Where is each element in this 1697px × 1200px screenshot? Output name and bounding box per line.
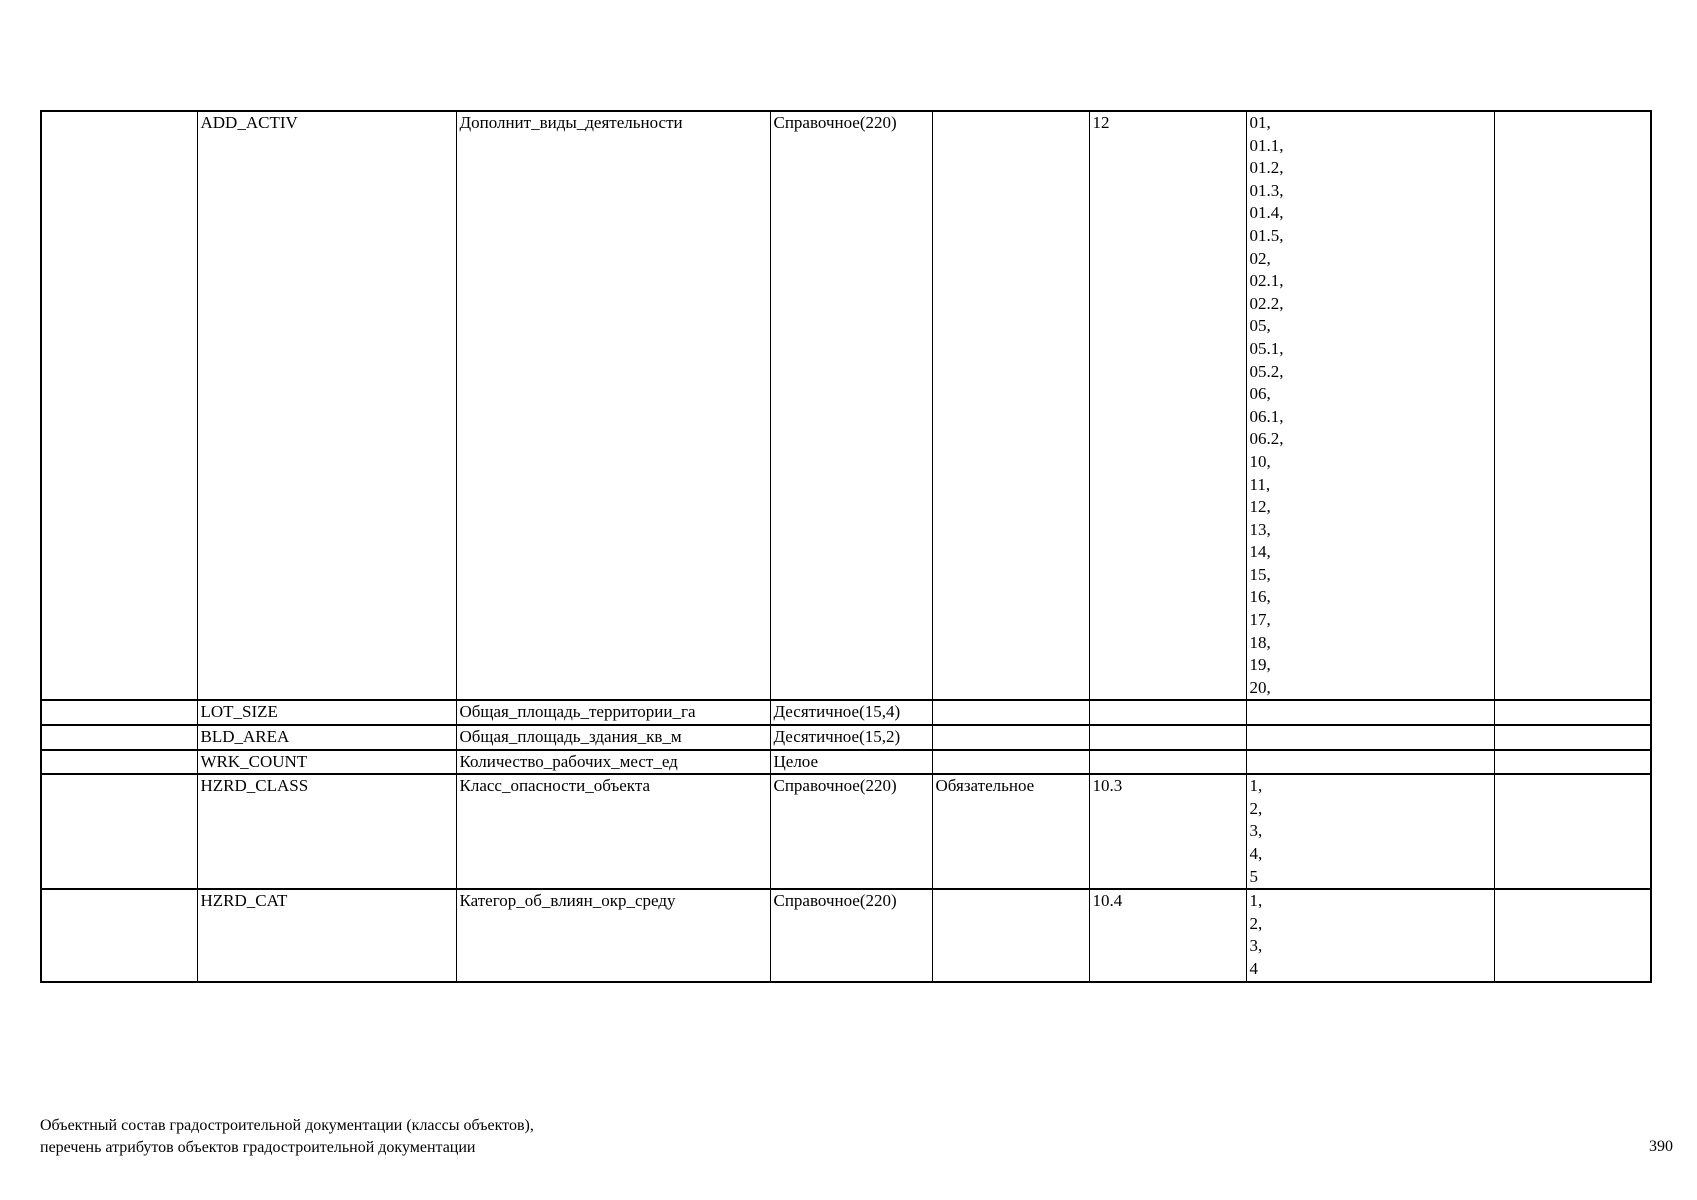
reference-cell: [1089, 700, 1246, 725]
allowed-value: 3,: [1249, 936, 1263, 956]
allowed-values-cell: [1246, 774, 1494, 889]
table-row: [41, 111, 1651, 700]
allowed-value: 17,: [1249, 610, 1271, 630]
allowed-value: 5: [1249, 866, 1258, 886]
allowed-value: 01.4,: [1249, 203, 1284, 223]
attribute-type-cell: Целое: [770, 750, 932, 775]
table-row: [41, 889, 1651, 981]
allowed-value: 12,: [1249, 497, 1271, 517]
allowed-value: 1,: [1249, 776, 1263, 796]
empty-cell: [41, 725, 197, 750]
table-row: [41, 725, 1651, 750]
allowed-value: 11,: [1249, 474, 1271, 494]
page-number: 390: [1649, 1138, 1673, 1155]
allowed-values-cell: [1246, 111, 1494, 700]
reference-cell: 10.3: [1089, 774, 1246, 889]
empty-cell: [41, 750, 197, 775]
required-cell: [932, 889, 1089, 981]
allowed-value: 02.1,: [1249, 271, 1284, 291]
allowed-value: 16,: [1249, 587, 1271, 607]
note-cell: [1494, 700, 1651, 725]
allowed-value: 10,: [1249, 451, 1271, 471]
allowed-value: 05.2,: [1249, 361, 1284, 381]
empty-cell: [41, 700, 197, 725]
required-cell: [932, 700, 1089, 725]
allowed-value: 4: [1249, 958, 1258, 978]
reference-cell: 10.4: [1089, 889, 1246, 981]
allowed-values-cell: [1246, 750, 1494, 775]
attribute-name-cell: Категор_об_влиян_окр_среду: [456, 889, 770, 981]
footer-caption: [40, 1115, 534, 1159]
table-body: [41, 111, 1651, 982]
allowed-value: 18,: [1249, 632, 1271, 652]
table-row: [41, 750, 1651, 775]
allowed-value: 3,: [1249, 821, 1263, 841]
attribute-type-cell: Десятичное(15,4): [770, 700, 932, 725]
note-cell: [1494, 889, 1651, 981]
allowed-value: 01.5,: [1249, 225, 1284, 245]
allowed-value: 02,: [1249, 248, 1271, 268]
table-row: [41, 700, 1651, 725]
note-cell: [1494, 111, 1651, 700]
allowed-values-cell: [1246, 889, 1494, 981]
allowed-value: 19,: [1249, 655, 1271, 675]
allowed-value: 01.1,: [1249, 135, 1284, 155]
table-row: [41, 774, 1651, 889]
attribute-code-cell: HZRD_CAT: [197, 889, 456, 981]
allowed-value: 01,: [1249, 113, 1271, 132]
required-cell: [932, 750, 1089, 775]
empty-cell: [41, 774, 197, 889]
allowed-value: 14,: [1249, 542, 1271, 562]
allowed-values-cell: [1246, 725, 1494, 750]
attribute-type-cell: Справочное(220): [770, 774, 932, 889]
attribute-name-cell: Общая_площадь_территории_га: [456, 700, 770, 725]
attribute-name-cell: Класс_опасности_объекта: [456, 774, 770, 889]
attribute-code-cell: HZRD_CLASS: [197, 774, 456, 889]
attribute-code-cell: WRK_COUNT: [197, 750, 456, 775]
allowed-value: 1,: [1249, 891, 1263, 911]
footer-caption-line-1: Объектный состав градостроительной документации (классы объектов),: [40, 1117, 534, 1134]
allowed-value: 06,: [1249, 384, 1271, 404]
attribute-type-cell: Справочное(220): [770, 111, 932, 700]
allowed-value: 2,: [1249, 798, 1263, 818]
reference-cell: [1089, 750, 1246, 775]
allowed-value: 06.2,: [1249, 429, 1284, 449]
required-cell: [932, 111, 1089, 700]
attribute-code-cell: ADD_ACTIV: [197, 111, 456, 700]
footer-caption-line-2: перечень атрибутов объектов градостроительной документации: [40, 1139, 476, 1156]
required-cell: [932, 725, 1089, 750]
allowed-values-cell: [1246, 700, 1494, 725]
required-cell: Обязательное: [932, 774, 1089, 889]
allowed-value: 15,: [1249, 564, 1271, 584]
attribute-name-cell: Количество_рабочих_мест_ед: [456, 750, 770, 775]
note-cell: [1494, 725, 1651, 750]
allowed-value: 05.1,: [1249, 338, 1284, 358]
attribute-table: [40, 110, 1652, 983]
allowed-value: 01.3,: [1249, 180, 1284, 200]
attribute-type-cell: Справочное(220): [770, 889, 932, 981]
allowed-value: 4,: [1249, 844, 1263, 863]
attribute-name-cell: Дополнит_виды_деятельности: [456, 111, 770, 700]
attribute-type-cell: Десятичное(15,2): [770, 725, 932, 750]
empty-cell: [41, 889, 197, 981]
allowed-value: 05,: [1249, 316, 1271, 336]
note-cell: [1494, 750, 1651, 775]
allowed-value: 06.1,: [1249, 406, 1284, 426]
reference-cell: 12: [1089, 111, 1246, 700]
allowed-value: 02.2,: [1249, 293, 1284, 313]
note-cell: [1494, 774, 1651, 889]
empty-cell: [41, 111, 197, 700]
reference-cell: [1089, 725, 1246, 750]
allowed-value: 13,: [1249, 519, 1271, 539]
allowed-value: 2,: [1249, 913, 1263, 933]
attribute-code-cell: BLD_AREA: [197, 725, 456, 750]
allowed-value: 20,: [1249, 677, 1271, 697]
allowed-value: 01.2,: [1249, 158, 1284, 178]
attribute-name-cell: Общая_площадь_здания_кв_м: [456, 725, 770, 750]
attribute-code-cell: LOT_SIZE: [197, 700, 456, 725]
